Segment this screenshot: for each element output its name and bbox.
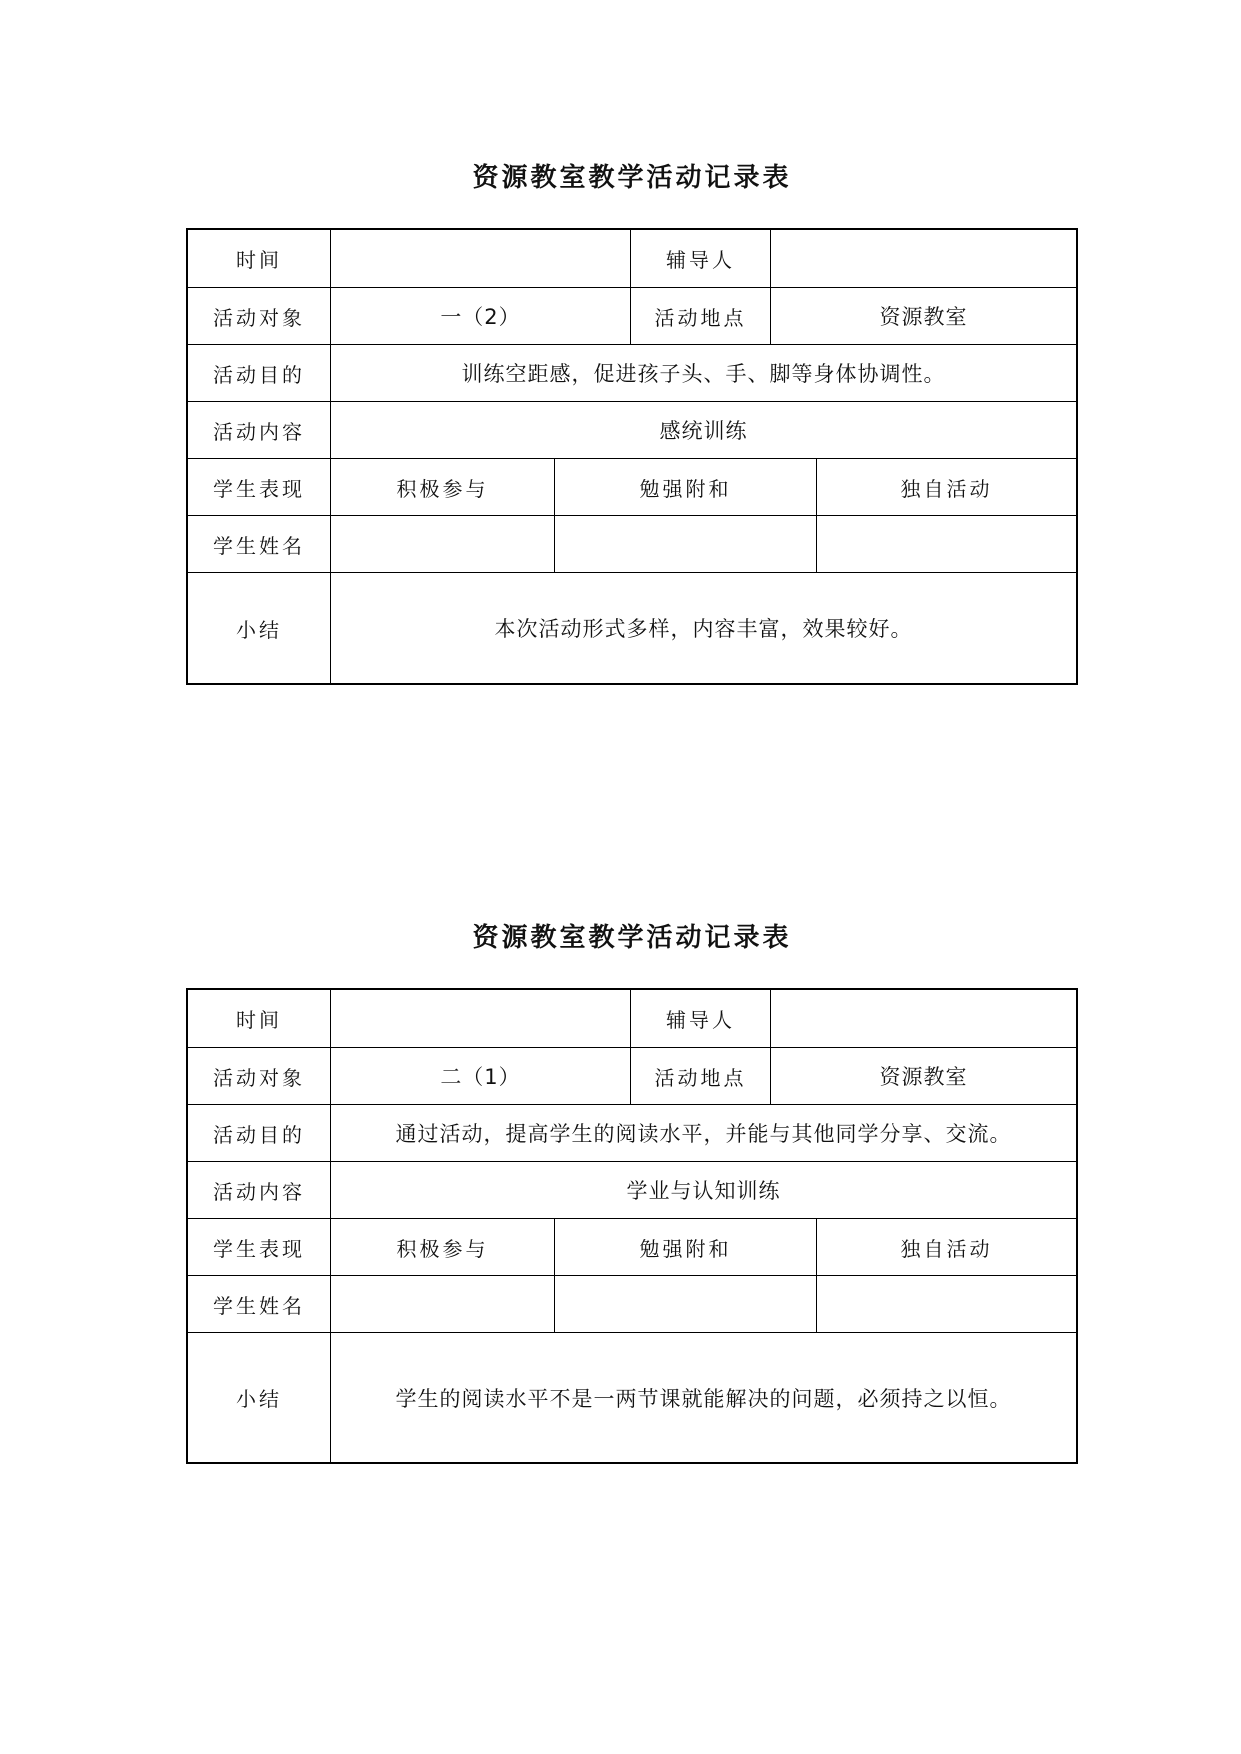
names-label: 学生姓名 bbox=[213, 533, 305, 558]
activity-record-form bbox=[186, 160, 1078, 685]
time-row bbox=[188, 990, 1076, 1047]
names-cell-alone bbox=[816, 1276, 1076, 1332]
target-label: 活动对象 bbox=[213, 1065, 305, 1090]
performance-label: 学生表现 bbox=[213, 1236, 305, 1261]
summary-row bbox=[188, 572, 1076, 683]
location-value: 资源教室 bbox=[770, 1048, 1076, 1104]
content-label: 活动内容 bbox=[213, 419, 305, 444]
tutor-value bbox=[770, 990, 1076, 1047]
record-table bbox=[186, 988, 1078, 1464]
performance-option-active: 积极参与 bbox=[330, 459, 554, 515]
names-cell-reluctant bbox=[554, 516, 816, 572]
performance-option-alone: 独自活动 bbox=[816, 459, 1076, 515]
tutor-value bbox=[770, 230, 1076, 287]
target-value: 二（1） bbox=[330, 1048, 630, 1104]
target-value: 一（2） bbox=[330, 288, 630, 344]
purpose-value: 训练空距感，促进孩子头、手、脚等身体协调性。 bbox=[330, 345, 1076, 401]
summary-value: 学生的阅读水平不是一两节课就能解决的问题，必须持之以恒。 bbox=[330, 1333, 1076, 1462]
names-cell-alone bbox=[816, 516, 1076, 572]
purpose-label: 活动目的 bbox=[213, 362, 305, 387]
names-label: 学生姓名 bbox=[213, 1293, 305, 1318]
summary-label: 小结 bbox=[236, 617, 282, 642]
performance-option-active: 积极参与 bbox=[330, 1219, 554, 1275]
content-row bbox=[188, 1161, 1076, 1218]
location-value: 资源教室 bbox=[770, 288, 1076, 344]
performance-row bbox=[188, 1218, 1076, 1275]
purpose-value: 通过活动，提高学生的阅读水平，并能与其他同学分享、交流。 bbox=[330, 1105, 1076, 1161]
purpose-row bbox=[188, 1104, 1076, 1161]
performance-option-reluctant: 勉强附和 bbox=[554, 1219, 816, 1275]
time-label: 时间 bbox=[236, 248, 282, 272]
target-row bbox=[188, 1047, 1076, 1104]
form-title: 资源教室教学活动记录表 bbox=[472, 923, 792, 953]
content-value: 感统训练 bbox=[330, 402, 1076, 458]
time-row bbox=[188, 230, 1076, 287]
record-table bbox=[186, 228, 1078, 685]
student-names-row bbox=[188, 1275, 1076, 1332]
time-value bbox=[330, 230, 630, 287]
location-label: 活动地点 bbox=[630, 1048, 770, 1104]
performance-option-alone: 独自活动 bbox=[816, 1219, 1076, 1275]
student-names-row bbox=[188, 515, 1076, 572]
purpose-row bbox=[188, 344, 1076, 401]
content-label: 活动内容 bbox=[213, 1179, 305, 1204]
performance-label: 学生表现 bbox=[213, 476, 305, 501]
performance-row bbox=[188, 458, 1076, 515]
target-row bbox=[188, 287, 1076, 344]
tutor-label: 辅导人 bbox=[630, 990, 770, 1047]
content-value: 学业与认知训练 bbox=[330, 1162, 1076, 1218]
names-cell-active bbox=[330, 516, 554, 572]
purpose-label: 活动目的 bbox=[213, 1122, 305, 1147]
time-label: 时间 bbox=[236, 1008, 282, 1032]
content-row bbox=[188, 401, 1076, 458]
names-cell-reluctant bbox=[554, 1276, 816, 1332]
target-label: 活动对象 bbox=[213, 305, 305, 330]
summary-row bbox=[188, 1332, 1076, 1462]
tutor-label: 辅导人 bbox=[630, 230, 770, 287]
names-cell-active bbox=[330, 1276, 554, 1332]
summary-value: 本次活动形式多样，内容丰富，效果较好。 bbox=[330, 573, 1076, 683]
performance-option-reluctant: 勉强附和 bbox=[554, 459, 816, 515]
time-value bbox=[330, 990, 630, 1047]
form-title: 资源教室教学活动记录表 bbox=[472, 163, 792, 193]
summary-label: 小结 bbox=[236, 1387, 282, 1411]
activity-record-form bbox=[186, 920, 1078, 1464]
location-label: 活动地点 bbox=[630, 288, 770, 344]
